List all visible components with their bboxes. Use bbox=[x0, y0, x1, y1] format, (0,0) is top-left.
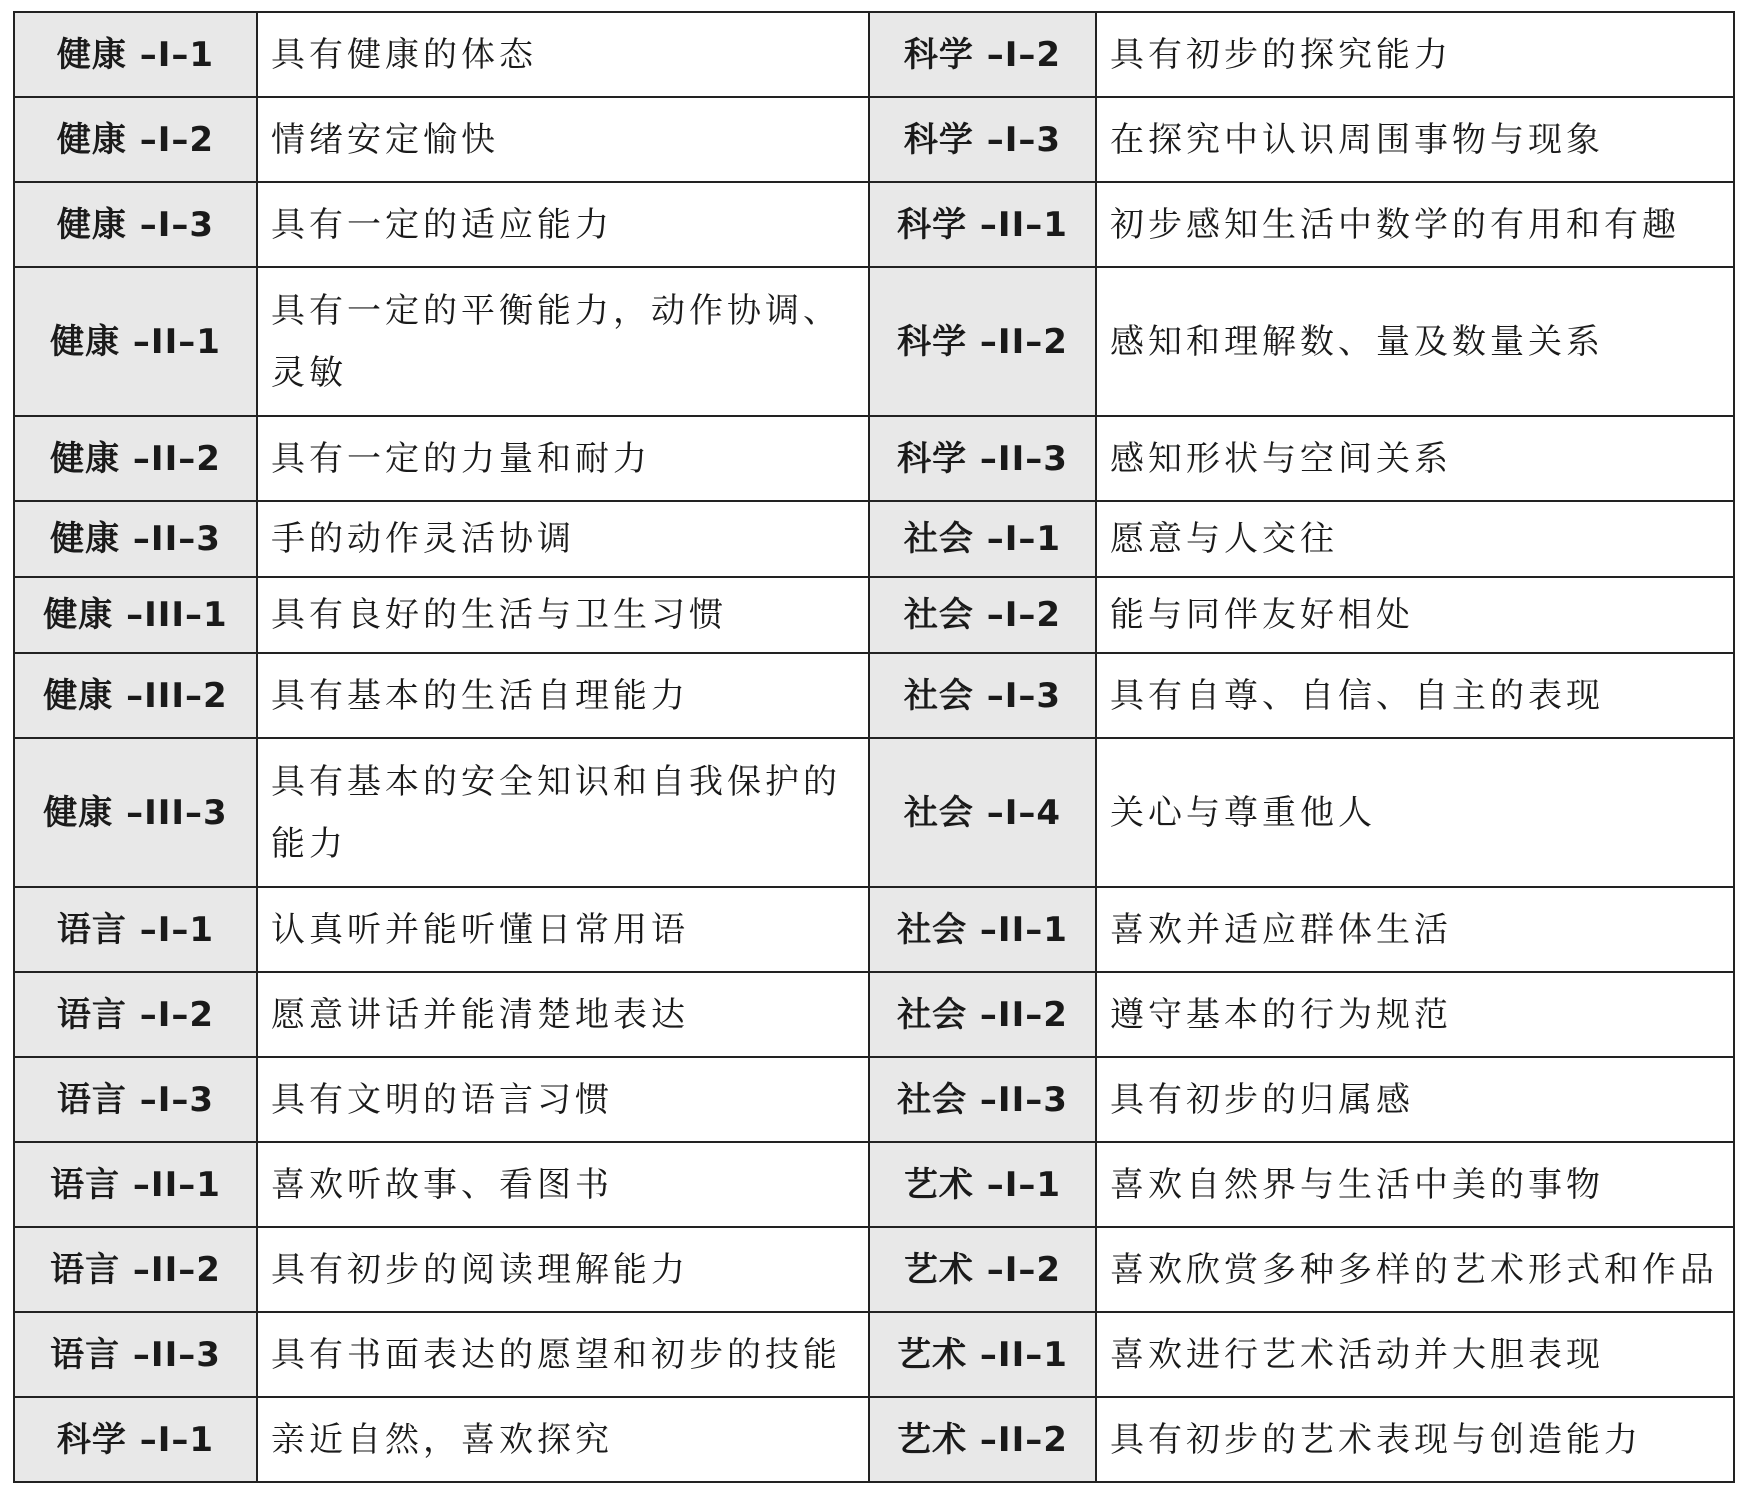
goal-description-cell: 感知形状与空间关系 bbox=[1096, 416, 1734, 501]
goal-code-cell: 科学 –II–3 bbox=[869, 416, 1096, 501]
goal-code-cell: 健康 –I–3 bbox=[14, 182, 257, 267]
goal-description-cell: 在探究中认识周围事物与现象 bbox=[1096, 97, 1734, 182]
goal-description-cell: 具有初步的归属感 bbox=[1096, 1057, 1734, 1142]
table-row bbox=[14, 577, 1734, 653]
goal-description-cell: 喜欢欣赏多种多样的艺术形式和作品 bbox=[1096, 1227, 1734, 1312]
table-row bbox=[14, 738, 1734, 887]
goal-code-cell: 语言 –I–1 bbox=[14, 887, 257, 972]
goal-description-cell: 遵守基本的行为规范 bbox=[1096, 972, 1734, 1057]
goal-description-cell: 关心与尊重他人 bbox=[1096, 738, 1734, 887]
goal-code-cell: 健康 –III–1 bbox=[14, 577, 257, 653]
goal-description-cell: 具有初步的阅读理解能力 bbox=[257, 1227, 869, 1312]
goal-code-cell: 艺术 –II–1 bbox=[869, 1312, 1096, 1397]
goal-code-cell: 科学 –I–3 bbox=[869, 97, 1096, 182]
goal-description-cell: 情绪安定愉快 bbox=[257, 97, 869, 182]
goal-description-cell: 能与同伴友好相处 bbox=[1096, 577, 1734, 653]
table-row bbox=[14, 12, 1734, 97]
goal-code-cell: 艺术 –II–2 bbox=[869, 1397, 1096, 1482]
table-row bbox=[14, 653, 1734, 738]
goal-code-cell: 语言 –II–3 bbox=[14, 1312, 257, 1397]
goal-description-cell: 具有书面表达的愿望和初步的技能 bbox=[257, 1312, 869, 1397]
goal-description-cell: 喜欢听故事、看图书 bbox=[257, 1142, 869, 1227]
table-row bbox=[14, 182, 1734, 267]
goal-description-cell: 具有文明的语言习惯 bbox=[257, 1057, 869, 1142]
goal-code-cell: 社会 –II–3 bbox=[869, 1057, 1096, 1142]
goal-code-cell: 健康 –II–2 bbox=[14, 416, 257, 501]
goal-code-cell: 科学 –II–1 bbox=[869, 182, 1096, 267]
goal-code-cell: 社会 –I–2 bbox=[869, 577, 1096, 653]
goal-code-cell: 语言 –I–3 bbox=[14, 1057, 257, 1142]
goal-description-cell: 初步感知生活中数学的有用和有趣 bbox=[1096, 182, 1734, 267]
goal-code-cell: 健康 –III–3 bbox=[14, 738, 257, 887]
table-row bbox=[14, 416, 1734, 501]
goal-description-cell: 具有一定的平衡能力，动作协调、灵敏 bbox=[257, 267, 869, 416]
goal-description-cell: 具有一定的适应能力 bbox=[257, 182, 869, 267]
goal-code-cell: 艺术 –I–2 bbox=[869, 1227, 1096, 1312]
goal-description-cell: 喜欢并适应群体生活 bbox=[1096, 887, 1734, 972]
goal-description-cell: 具有基本的生活自理能力 bbox=[257, 653, 869, 738]
goal-code-cell: 科学 –I–1 bbox=[14, 1397, 257, 1482]
goal-description-cell: 喜欢自然界与生活中美的事物 bbox=[1096, 1142, 1734, 1227]
goal-description-cell: 亲近自然，喜欢探究 bbox=[257, 1397, 869, 1482]
goal-description-cell: 手的动作灵活协调 bbox=[257, 501, 869, 577]
goal-description-cell: 具有健康的体态 bbox=[257, 12, 869, 97]
goal-description-cell: 具有自尊、自信、自主的表现 bbox=[1096, 653, 1734, 738]
table-row bbox=[14, 97, 1734, 182]
goal-description-cell: 愿意讲话并能清楚地表达 bbox=[257, 972, 869, 1057]
table-row bbox=[14, 1057, 1734, 1142]
table-row bbox=[14, 1142, 1734, 1227]
goal-description-cell: 喜欢进行艺术活动并大胆表现 bbox=[1096, 1312, 1734, 1397]
goal-description-cell: 认真听并能听懂日常用语 bbox=[257, 887, 869, 972]
goal-code-cell: 社会 –I–4 bbox=[869, 738, 1096, 887]
goal-description-cell: 感知和理解数、量及数量关系 bbox=[1096, 267, 1734, 416]
table-row bbox=[14, 887, 1734, 972]
goal-code-cell: 语言 –II–2 bbox=[14, 1227, 257, 1312]
goal-description-cell: 具有基本的安全知识和自我保护的能力 bbox=[257, 738, 869, 887]
goal-code-cell: 社会 –II–1 bbox=[869, 887, 1096, 972]
table-row bbox=[14, 972, 1734, 1057]
goal-code-cell: 健康 –II–1 bbox=[14, 267, 257, 416]
goal-code-cell: 科学 –II–2 bbox=[869, 267, 1096, 416]
goal-description-cell: 具有一定的力量和耐力 bbox=[257, 416, 869, 501]
goal-code-cell: 健康 –II–3 bbox=[14, 501, 257, 577]
goal-code-cell: 社会 –II–2 bbox=[869, 972, 1096, 1057]
goal-description-cell: 具有初步的艺术表现与创造能力 bbox=[1096, 1397, 1734, 1482]
goal-code-cell: 社会 –I–1 bbox=[869, 501, 1096, 577]
goal-code-cell: 健康 –III–2 bbox=[14, 653, 257, 738]
table-row bbox=[14, 1312, 1734, 1397]
goal-code-cell: 健康 –I–2 bbox=[14, 97, 257, 182]
goal-code-cell: 艺术 –I–1 bbox=[869, 1142, 1096, 1227]
goal-description-cell: 具有良好的生活与卫生习惯 bbox=[257, 577, 869, 653]
table-row bbox=[14, 267, 1734, 416]
goal-code-cell: 社会 –I–3 bbox=[869, 653, 1096, 738]
table-row bbox=[14, 501, 1734, 577]
goal-description-cell: 愿意与人交往 bbox=[1096, 501, 1734, 577]
goal-code-cell: 语言 –I–2 bbox=[14, 972, 257, 1057]
goal-code-cell: 语言 –II–1 bbox=[14, 1142, 257, 1227]
goal-code-cell: 健康 –I–1 bbox=[14, 12, 257, 97]
table-row bbox=[14, 1397, 1734, 1482]
table-row bbox=[14, 1227, 1734, 1312]
goal-code-cell: 科学 –I–2 bbox=[869, 12, 1096, 97]
learning-goals-table bbox=[13, 11, 1735, 1483]
goal-description-cell: 具有初步的探究能力 bbox=[1096, 12, 1734, 97]
